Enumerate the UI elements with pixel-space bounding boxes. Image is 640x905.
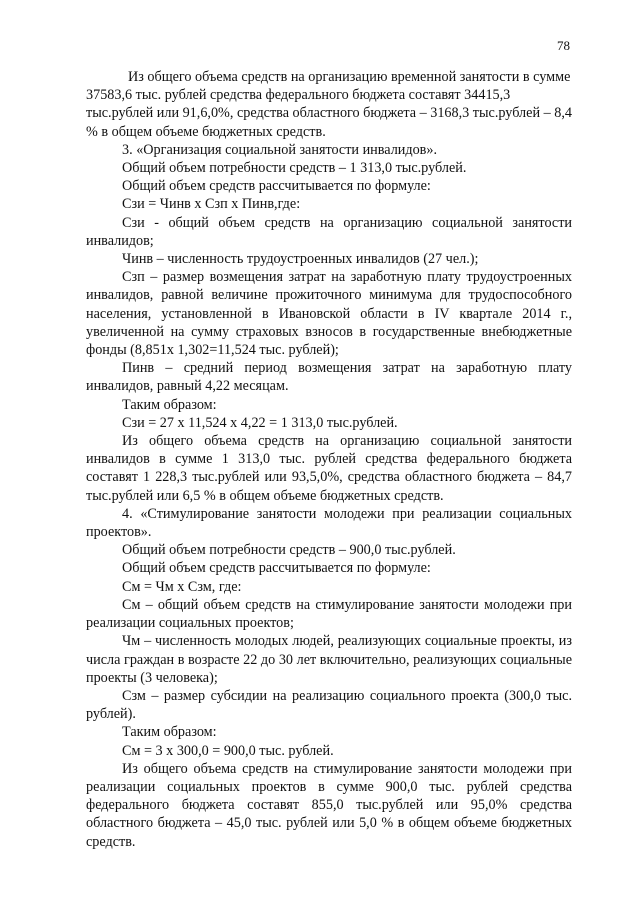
section-heading-4: 4. «Стимулирование занятости молодежи при реализации социальных проектов». (86, 505, 572, 541)
definition-chm: Чм – численность молодых людей, реализующих социальные проекты, из числа граждан в возрасте 22 до 30 лет включительно, реализующих социальные проекты (3 человека); (86, 633, 572, 686)
formula-szi-result: Сзи = 27 х 11,524 х 4,22 = 1 313,0 тыс.рублей. (122, 414, 398, 431)
paragraph-thus-4: Таким образом: (122, 724, 217, 741)
definition-szi: Сзи - общий объем средств на организацию социальной занятости инвалидов; (86, 214, 572, 249)
paragraph-total-need-4: Общий объем потребности средств – 900,0 тыс.рублей. (122, 542, 456, 559)
definition-szp: Сзп – размер возмещения затрат на заработную плату трудоустроенных инвалидов, равной величине прожиточного минимума для трудоспособного населения, установленной в Ивановской области в IV квартале 2014 г., увеличенной на сумму страховых взносов в государственные внебюджетные фонды (8,851х 1,302=11,524 тыс. рублей); (86, 269, 572, 359)
definition-szm: Сзм – размер субсидии на реализацию социального проекта (300,0 тыс. рублей). (86, 687, 572, 723)
paragraph-formula-intro-3: Общий объем средств рассчитывается по формуле: (122, 178, 431, 195)
formula-sm-result: См = 3 х 300,0 = 900,0 тыс. рублей. (122, 742, 334, 759)
paragraph-formula-intro-4: Общий объем средств рассчитывается по формуле: (122, 560, 431, 577)
paragraph-disabled-employment-summary: Из общего объема средств на организацию социальной занятости инвалидов в сумме 1 313,0 тыс. рублей средства федерального бюджета составят 1 228,3 тыс.рублей или 93,5,0%, средства областного бюджета – 84,7 тыс.рублей или 6,5 % в общем объеме бюджетных средств. (86, 433, 572, 504)
page-number: 78 (557, 38, 570, 53)
paragraph-thus-3: Таким образом: (122, 396, 217, 413)
paragraph-youth-employment-summary: Из общего объема средств на стимулирование занятости молодежи при реализации социальных проектов в сумме 900,0 тыс. рублей средства федерального бюджета составят 855,0 тыс.рублей или 95,0% средства областного бюджета – 45,0 тыс. рублей или 5,0 % в общем объеме бюджетных средств. (86, 760, 572, 850)
section-heading-3: 3. «Организация социальной занятости инвалидов». (122, 141, 438, 158)
formula-sm: См = Чм х Сзм, где: (122, 578, 242, 595)
definition-chinv: Чинв – численность трудоустроенных инвалидов (27 чел.); (122, 251, 479, 268)
document-body (86, 68, 572, 851)
paragraph-temp-employment-summary: Из общего объема средств на организацию временной занятости в сумме 37583,6 тыс. рублей средства федерального бюджета составят 34415,3 тыс.рублей или 91,6,0%, средства областного бюджета – 3168,3 тыс.рублей – 8,4 % в общем объеме бюджетных средств. (86, 69, 572, 140)
formula-szi: Сзи = Чинв х Сзп х Пинв,где: (122, 196, 301, 213)
definition-pinv: Пинв – средний период возмещения затрат на заработную плату инвалидов, равный 4,22 месяцам. (86, 360, 572, 395)
paragraph-total-need-3: Общий объем потребности средств – 1 313,0 тыс.рублей. (122, 160, 467, 177)
definition-sm: См – общий объем средств на стимулирование занятости молодежи при реализации социальных проектов; (86, 596, 572, 632)
